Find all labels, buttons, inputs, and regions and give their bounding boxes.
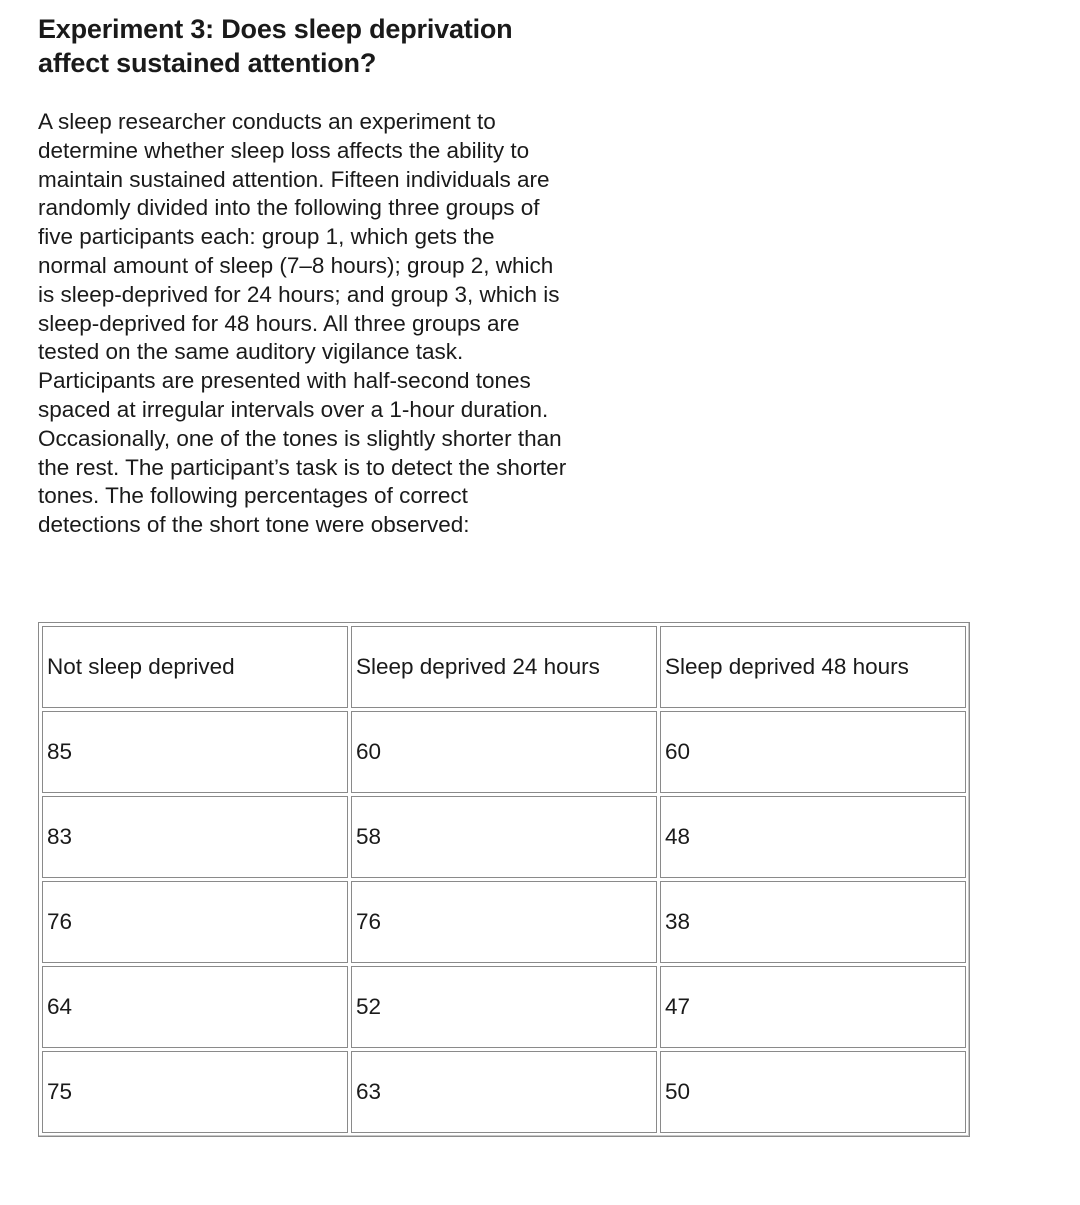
table-cell: 63 <box>351 1051 657 1133</box>
table-cell: 64 <box>42 966 348 1048</box>
table-cell: 47 <box>660 966 966 1048</box>
table-row <box>42 711 966 793</box>
table-cell: 52 <box>351 966 657 1048</box>
table-row <box>42 1051 966 1133</box>
header-sleep-deprived-48: Sleep deprived 48 hours <box>660 626 966 708</box>
table-header-row <box>42 626 966 708</box>
table-cell: 60 <box>351 711 657 793</box>
results-table <box>38 622 970 1137</box>
table-cell: 60 <box>660 711 966 793</box>
page-title: Experiment 3: Does sleep deprivation affect sustained attention? <box>38 14 513 78</box>
table-cell: 50 <box>660 1051 966 1133</box>
table-cell: 58 <box>351 796 657 878</box>
table-cell: 85 <box>42 711 348 793</box>
description-paragraph: A sleep researcher conducts an experiment to determine whether sleep loss affects the ability to maintain sustained attention. Fifteen individuals are randomly divided into the following three groups of five participants each: group 1, which gets the normal amount of sleep (7–8 hours); group 2, which is sleep-deprived for 24 hours; and group 3, which is sleep-deprived for 48 hours. All three groups are tested on the same auditory vigilance task. Participants are presented with half-second tones spaced at irregular intervals over a 1-hour duration. Occasionally, one of the tones is slightly shorter than the rest. The participant’s task is to detect the shorter tones. The following percentages of correct detections of the short tone were observed: <box>38 109 567 538</box>
table-cell: 76 <box>351 881 657 963</box>
table-cell: 76 <box>42 881 348 963</box>
table-row <box>42 881 966 963</box>
table-cell: 83 <box>42 796 348 878</box>
table-cell: 38 <box>660 881 966 963</box>
header-not-sleep-deprived: Not sleep deprived <box>42 626 348 708</box>
table-row <box>42 796 966 878</box>
table-row <box>42 966 966 1048</box>
document <box>38 12 978 1104</box>
header-sleep-deprived-24: Sleep deprived 24 hours <box>351 626 657 708</box>
table-cell: 75 <box>42 1051 348 1133</box>
table-cell: 48 <box>660 796 966 878</box>
